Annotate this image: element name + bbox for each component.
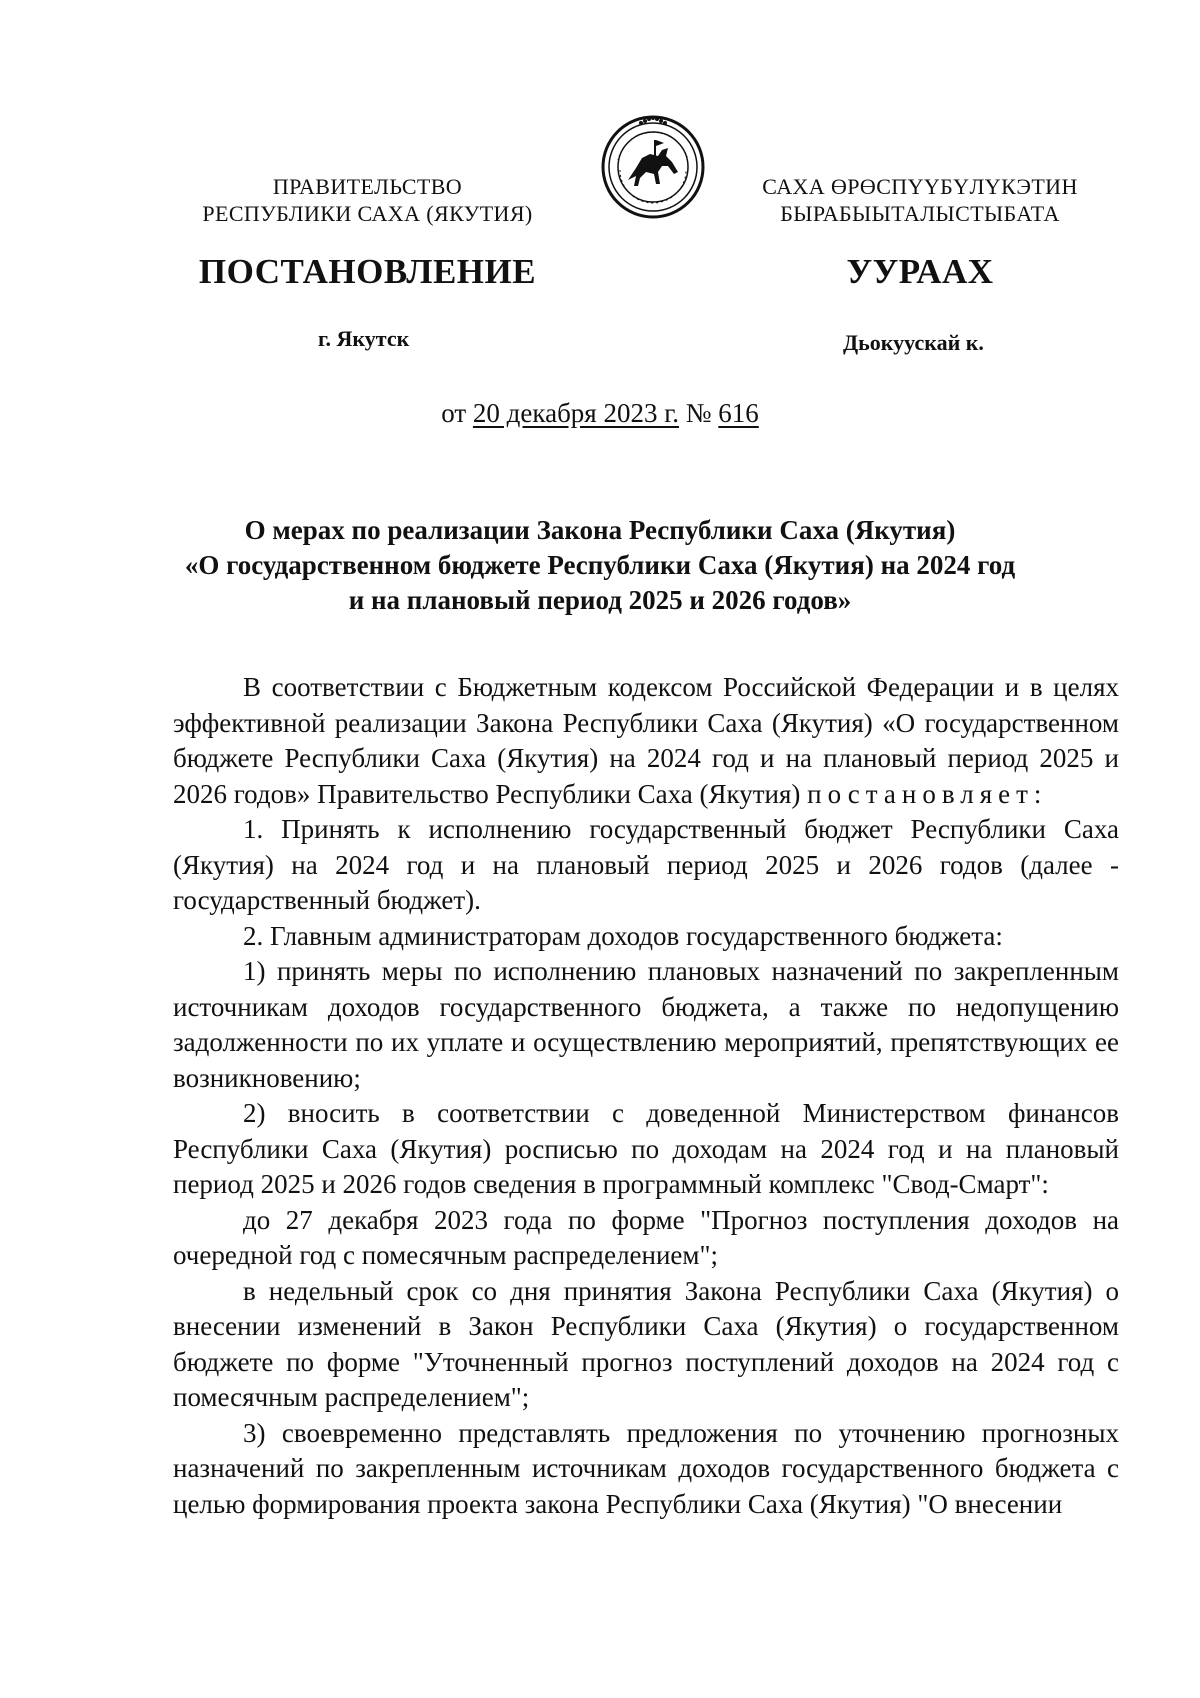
issuer-name-sakha: [745, 173, 1095, 227]
body-paragraph: 1. Принять к исполнению государственный бюджет Республики Саха (Якутия) на 2024 год и на плановый период 2025 и 2026 годов (далее - государственный бюджет).: [173, 814, 1119, 915]
issuer-name-russian: [180, 173, 555, 227]
number-sign: №: [685, 398, 712, 428]
coat-of-arms-emblem-icon: [598, 110, 708, 220]
body-paragraph: до 27 декабря 2023 года по форме "Прогноз поступления доходов на очередной год с помесячным распределением";: [173, 1204, 1119, 1270]
issuer-line: ПРАВИТЕЛЬСТВО: [272, 174, 463, 199]
body-paragraph: 1) принять меры по исполнению плановых назначений по закрепленным источникам доходов государственного бюджета, а также по недопущению задолженности по их уплате и осуществлению мероприятий, препятствующих ее возникновению;: [173, 956, 1119, 1093]
document-date: 20 декабря 2023 г.: [472, 398, 680, 428]
city-sakha: Дьокуускай к.: [843, 330, 984, 355]
body-paragraph: [173, 670, 1119, 812]
body-paragraph: 2) вносить в соответствии с доведенной Министерством финансов Республики Саха (Якутия) росписью по доходам на 2024 год и на плановый период 2025 и 2026 годов сведения в программный комплекс "Свод-Смарт":: [173, 1098, 1119, 1199]
body-paragraph: в недельный срок со дня принятия Закона Республики Саха (Якутия) о внесении изменений в Закон Республики Саха (Якутия) о государственном бюджете по форме "Уточненный прогноз поступлений доходов на 2024 год с помесячным распределением";: [173, 1275, 1119, 1412]
body-paragraph: 2. Главным администраторам доходов государственного бюджета:: [243, 920, 1003, 951]
document-type-russian: ПОСТАНОВЛЕНИЕ: [198, 252, 537, 291]
body-paragraph: 3) своевременно представлять предложения по уточнению прогнозных назначений по закрепленным источникам доходов государственного бюджета с целью формирования проекта закона Республики Саха (Якутия) "О внесении: [173, 1417, 1119, 1519]
date-prefix: от: [441, 398, 467, 428]
issuer-line: САХА ӨРӨСПҮҮБҮЛҮКЭТИН: [762, 174, 1078, 199]
issuer-line: БЫРАБЫЫТАЛЫСТЫБАТА: [780, 201, 1060, 226]
document-type-sakha: УУРААХ: [846, 252, 994, 291]
spaced-verb: постановляет:: [807, 778, 1048, 809]
document-date-number: [200, 398, 1000, 429]
title-line: «О государственном бюджете Республики Саха (Якутия) на 2024 год: [184, 550, 1016, 580]
document-number: 616: [718, 398, 759, 428]
issuer-line: РЕСПУБЛИКИ САХА (ЯКУТИЯ): [202, 201, 533, 226]
title-line: О мерах по реализации Закона Республики Саха (Якутия): [244, 515, 956, 545]
body-text: В соответствии с Бюджетным кодексом Российской Федерации и в целях эффективной реализации Закона Республики Саха (Якутия) «О государственном бюджете Республики Саха (Якутия) на 2024 год и на плановый период 2025 и 2026 годов» Правительство Республики Саха (Якутия): [173, 672, 1119, 809]
city-russian: г. Якутск: [318, 326, 410, 351]
title-line: и на плановый период 2025 и 2026 годов»: [348, 585, 852, 615]
document-title: [150, 513, 1050, 618]
document-body: [173, 670, 1119, 1522]
